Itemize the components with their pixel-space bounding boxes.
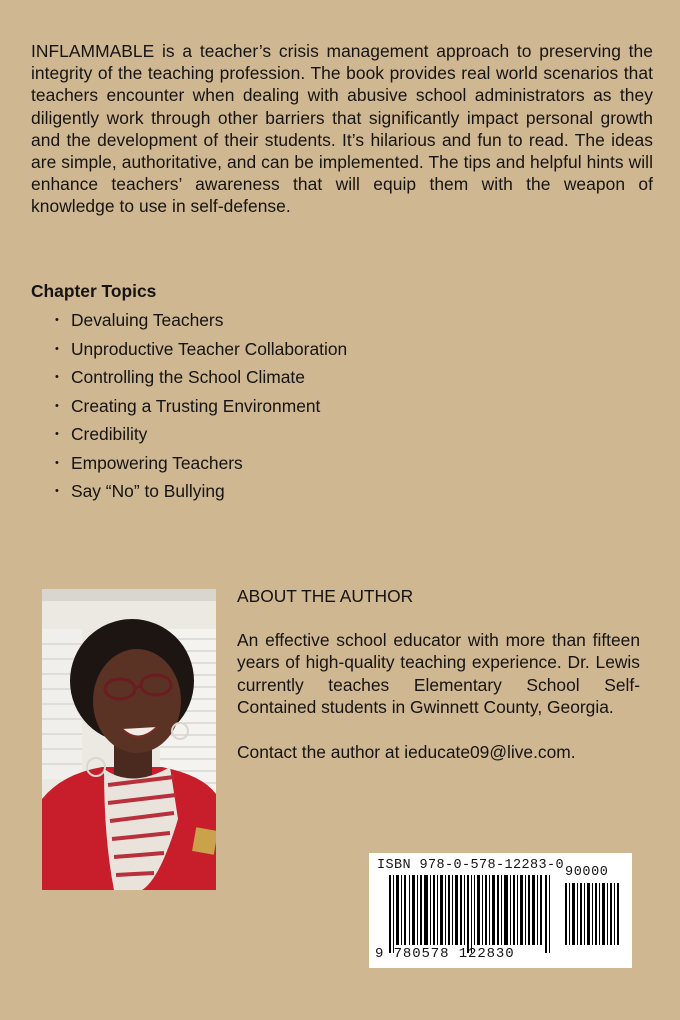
- chapter-topics-list: [55, 306, 347, 506]
- bullet-icon: •: [55, 314, 59, 326]
- author-photo: [42, 589, 216, 890]
- bullet-icon: •: [55, 428, 59, 440]
- bullet-icon: •: [55, 342, 59, 355]
- isbn-barcode: [369, 853, 632, 968]
- author-contact: Contact the author at ieducate09@live.com.: [237, 741, 576, 762]
- list-item: • Creating a Trusting Environment: [55, 392, 347, 421]
- chapter-topics-heading: Chapter Topics: [31, 281, 157, 301]
- barcode-number: 9 780578 122830: [375, 946, 515, 962]
- back-cover-blurb: INFLAMMABLE is a teacher’s crisis management approach to preserving the integrity of the teaching profession. The book provides real world scenarios that teachers encounter when dealing with abusive school administrators as they diligently work through other barriers that significantly impact personal growth and the development of their students. It’s hilarious and fun to read. The ideas are simple, authoritative, and can be implemented. The tips and helpful hints will enhance teachers’ awareness that will equip them with the weapon of knowledge to use in self-defense.: [31, 41, 653, 217]
- bullet-icon: •: [55, 371, 59, 383]
- isbn-label: ISBN 978-0-578-12283-0: [377, 858, 565, 873]
- price-code: 90000: [565, 865, 609, 880]
- list-item: • Credibility: [55, 420, 347, 449]
- list-item: • Controlling the School Climate: [55, 363, 347, 392]
- bullet-icon: •: [55, 399, 59, 412]
- about-heading: ABOUT THE AUTHOR: [237, 586, 414, 606]
- list-item: • Empowering Teachers: [55, 449, 347, 478]
- author-bio: An effective school educator with more than fifteen years of high-quality teaching experience. Dr. Lewis currently teaches Elementary School Self-Contained students in Gwinnett County, Georgia.: [237, 629, 640, 717]
- list-item: • Unproductive Teacher Collaboration: [55, 335, 347, 364]
- bullet-icon: •: [55, 485, 59, 497]
- list-item: • Say “No” to Bullying: [55, 477, 347, 506]
- list-item: • Devaluing Teachers: [55, 306, 347, 335]
- about-the-author: [237, 585, 640, 763]
- bullet-icon: •: [55, 456, 59, 469]
